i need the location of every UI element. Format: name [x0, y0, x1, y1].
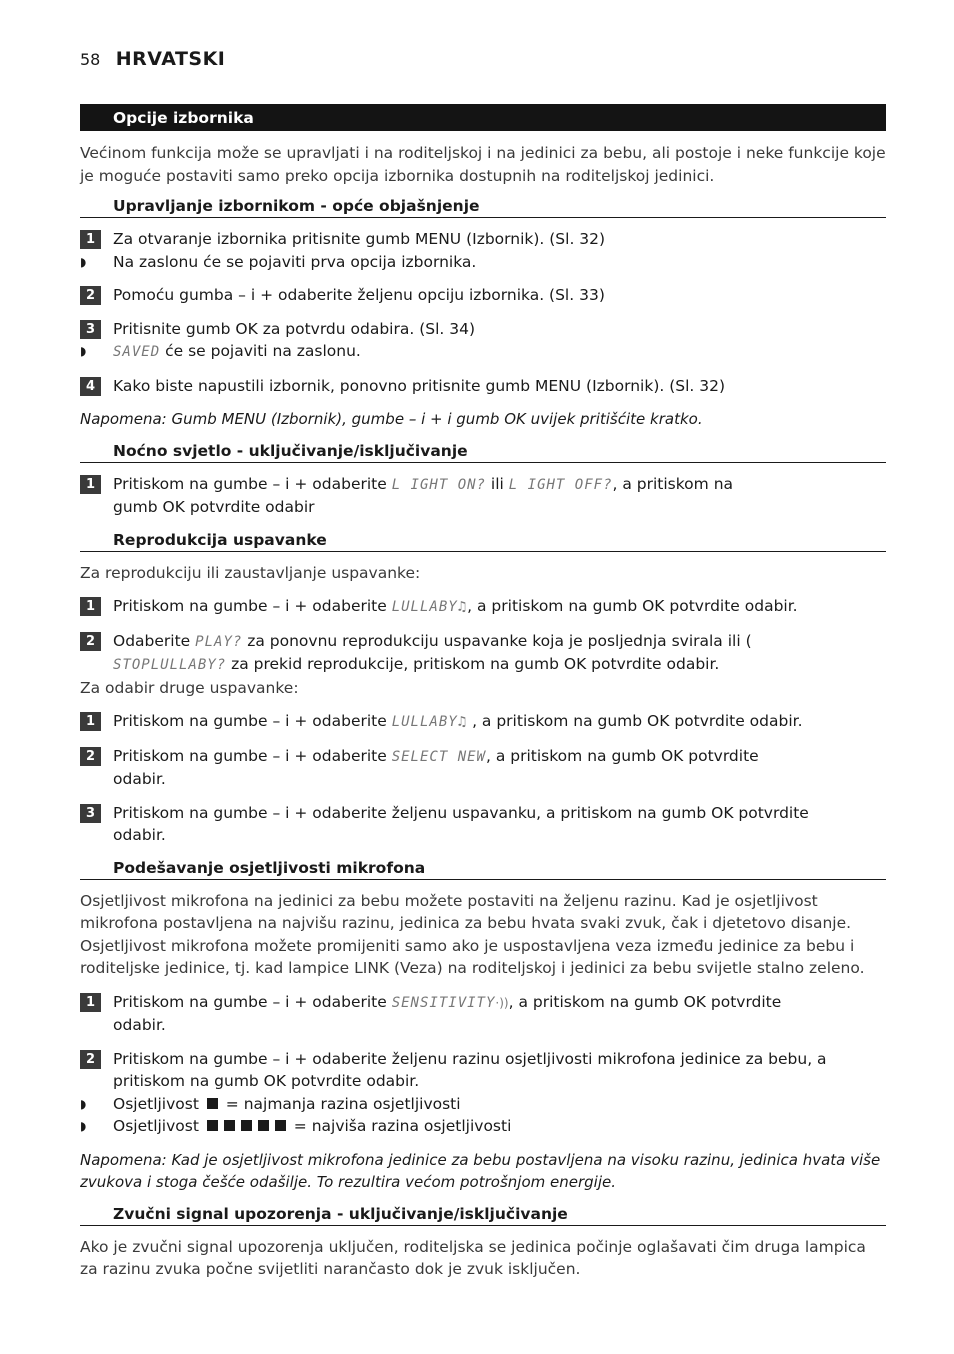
- step-text: pritiskom na gumb OK potvrdite odabir.: [113, 1072, 420, 1090]
- result-bullet: [80, 1093, 886, 1116]
- step-number: 3: [80, 804, 101, 823]
- text-part: za prekid reprodukcije, pritiskom na gumb OK potvrdite odabir.: [226, 655, 720, 673]
- step-text: odabir.: [113, 770, 166, 788]
- step-text: [113, 630, 886, 677]
- step-text: [113, 710, 886, 734]
- page-number: 58: [80, 50, 101, 69]
- section-title-bar: Opcije izbornika: [80, 104, 886, 131]
- step-item: [80, 1048, 886, 1138]
- text-part: Odaberite: [113, 631, 196, 650]
- step-text: [113, 991, 886, 1015]
- step-item: [80, 710, 886, 734]
- lcd-text: SENSITIVITY: [391, 994, 496, 1011]
- note: Napomena: Gumb MENU (Izbornik), gumbe – i + i gumb OK uvijek pritišćite kratko.: [80, 410, 703, 428]
- text-part: Pritiskom na gumbe – i + odaberite: [113, 474, 392, 493]
- step-text: odabir.: [113, 1016, 166, 1034]
- level-square-icon: [258, 1120, 269, 1131]
- text-part: = najmanja razina osjetljivosti: [220, 1094, 461, 1113]
- text-part: Pritiskom na gumbe – i + odaberite: [113, 597, 392, 615]
- step-item: [80, 630, 886, 677]
- step-number: 2: [80, 286, 101, 305]
- step-text: Pritisnite gumb OK za potvrdu odabira. (Sl. 34): [113, 319, 476, 338]
- step-number: 1: [80, 993, 101, 1012]
- subheading-alert: Zvučni signal upozorenja - uključivanje/isključivanje: [80, 1204, 886, 1226]
- text-part: , a pritiskom na gumb OK potvrdite: [486, 746, 759, 765]
- subheading-sensitivity: Podešavanje osjetljivosti mikrofona: [80, 858, 886, 880]
- step-number: 2: [80, 632, 101, 651]
- step-number: 1: [80, 712, 101, 731]
- text-part: , a pritiskom na: [612, 474, 734, 493]
- lcd-text: LULLABY♫: [391, 714, 468, 730]
- step-item: [80, 745, 886, 791]
- lcd-text: L IGHT OFF?: [508, 476, 613, 493]
- page-header: [80, 48, 225, 70]
- subheading-night-light: Noćno svjetlo - uključivanje/isključivanje: [80, 441, 886, 463]
- step-item: [80, 284, 886, 307]
- text-part: Osjetljivost: [113, 1094, 204, 1113]
- sensitivity-intro: Osjetljivost mikrofona na jedinici za bebu možete postaviti na željenu razinu. Kad je osjetljivost mikrofona postavljena na najvišu razinu, jedinica za bebu hvata svaki zvuk, čak i djetetovo disanje. Osjetljivost mikrofona možete promijeniti samo ako je uspostavljena veza između jedinice za bebu i roditeljske jedinice, tj. kad lampice LINK (Veza) na roditeljskoj i jedinici za bebu svijetle stalno zeleno.: [80, 891, 865, 977]
- step-text: gumb OK potvrdite odabir: [113, 498, 315, 516]
- level-square-icon: [275, 1120, 286, 1131]
- lcd-text: L IGHT ON?: [391, 476, 486, 493]
- step-number: 4: [80, 377, 101, 396]
- step-item: [80, 802, 886, 847]
- text-part: = najviša razina osjetljivosti: [288, 1117, 512, 1135]
- step-number: 2: [80, 1050, 101, 1069]
- note: Napomena: Kad je osjetljivost mikrofona jedinice za bebu postavljena na visoku razinu, jedinica hvata više zvukova i stoga češće odašilje. To rezultira većom potrošnjom energije.: [80, 1150, 881, 1191]
- text-part: , a pritiskom na gumb OK potvrdite odabir.: [467, 597, 798, 615]
- lcd-text: STOPLULLABY?: [113, 657, 227, 673]
- result-text: će se pojaviti na zaslonu.: [160, 342, 361, 360]
- step-text: odabir.: [113, 826, 166, 844]
- bullet-arrow-icon: ◗: [80, 254, 87, 269]
- bullet-arrow-icon: ◗: [80, 1096, 87, 1111]
- lullaby-other-intro: Za odabir druge uspavanke:: [80, 678, 299, 697]
- bullet-arrow-icon: ◗: [80, 344, 87, 358]
- step-item: [80, 991, 886, 1037]
- alert-intro: Ako je zvučni signal upozorenja uključen, roditeljska se jedinica počinje oglašavati čim druga lampica za razinu zvuka počne svijetliti narančasto dok je zvuk isključen.: [80, 1237, 866, 1278]
- level-square-icon: [207, 1120, 218, 1131]
- level-square-icon: [224, 1120, 235, 1131]
- sound-waves-icon: ·)): [495, 995, 509, 1010]
- step-item: [80, 318, 886, 364]
- step-item: [80, 228, 886, 273]
- step-text: [113, 745, 886, 769]
- menu-intro: Većinom funkcija može se upravljati i na roditeljskoj i na jedinici za bebu, ali postoje i neke funkcije koje je moguće postaviti samo preko opcija izbornika dostupnih na roditeljskoj jedinici.: [80, 144, 886, 185]
- result-bullet: [80, 340, 886, 364]
- text-part: za ponovnu reprodukciju uspavanke koja je posljednja svirala ili (: [242, 631, 752, 650]
- step-text: Za otvaranje izbornika pritisnite gumb MENU (Izbornik). (Sl. 32): [113, 230, 606, 248]
- step-number: 1: [80, 230, 101, 249]
- lullaby-intro: Za reprodukciju ili zaustavljanje uspavanke:: [80, 563, 421, 582]
- text-part: , a pritiskom na gumb OK potvrdite odabir.: [467, 712, 803, 730]
- level-square-icon: [241, 1120, 252, 1131]
- step-text: [113, 595, 886, 619]
- step-text: Pomoću gumba – i + odaberite željenu opciju izbornika. (Sl. 33): [113, 286, 605, 304]
- lcd-text: PLAY?: [195, 633, 243, 650]
- step-text: Pritiskom na gumbe – i + odaberite željenu uspavanku, a pritiskom na gumb OK potvrdite: [113, 803, 809, 822]
- text-part: ili: [486, 474, 509, 493]
- text-part: Pritiskom na gumbe – i + odaberite: [113, 992, 392, 1011]
- step-item: [80, 595, 886, 619]
- level-square-icon: [207, 1098, 218, 1109]
- bullet-arrow-icon: ◗: [80, 1119, 87, 1133]
- result-bullet: [80, 251, 886, 274]
- step-text: [113, 473, 886, 497]
- step-item: [80, 375, 886, 398]
- text-part: , a pritiskom na gumb OK potvrdite: [508, 992, 782, 1011]
- subheading-lullaby: Reprodukcija uspavanke: [80, 530, 886, 552]
- text-part: Pritiskom na gumbe – i + odaberite: [113, 746, 392, 765]
- step-number: 1: [80, 475, 101, 494]
- lcd-text: SAVED: [113, 344, 161, 360]
- result-bullet: [80, 1115, 886, 1138]
- lcd-text: SELECT NEW: [391, 748, 486, 765]
- result-text: Na zaslonu će se pojaviti prva opcija izbornika.: [113, 252, 477, 271]
- text-part: Pritiskom na gumbe – i + odaberite: [113, 712, 392, 730]
- step-item: [80, 473, 886, 519]
- content-flow: [80, 142, 886, 1281]
- lcd-text: LULLABY♫: [391, 599, 468, 615]
- step-number: 3: [80, 320, 101, 339]
- text-part: Osjetljivost: [113, 1117, 204, 1135]
- step-number: 2: [80, 747, 101, 766]
- language-title: HRVATSKI: [115, 48, 226, 70]
- step-text: Pritiskom na gumbe – i + odaberite željenu razinu osjetljivosti mikrofona jedinice za bebu, a: [113, 1049, 827, 1068]
- subheading-menu-general: Upravljanje izbornikom - opće objašnjenje: [80, 196, 886, 218]
- step-number: 1: [80, 597, 101, 616]
- step-text: Kako biste napustili izbornik, ponovno pritisnite gumb MENU (Izbornik). (Sl. 32): [113, 376, 726, 395]
